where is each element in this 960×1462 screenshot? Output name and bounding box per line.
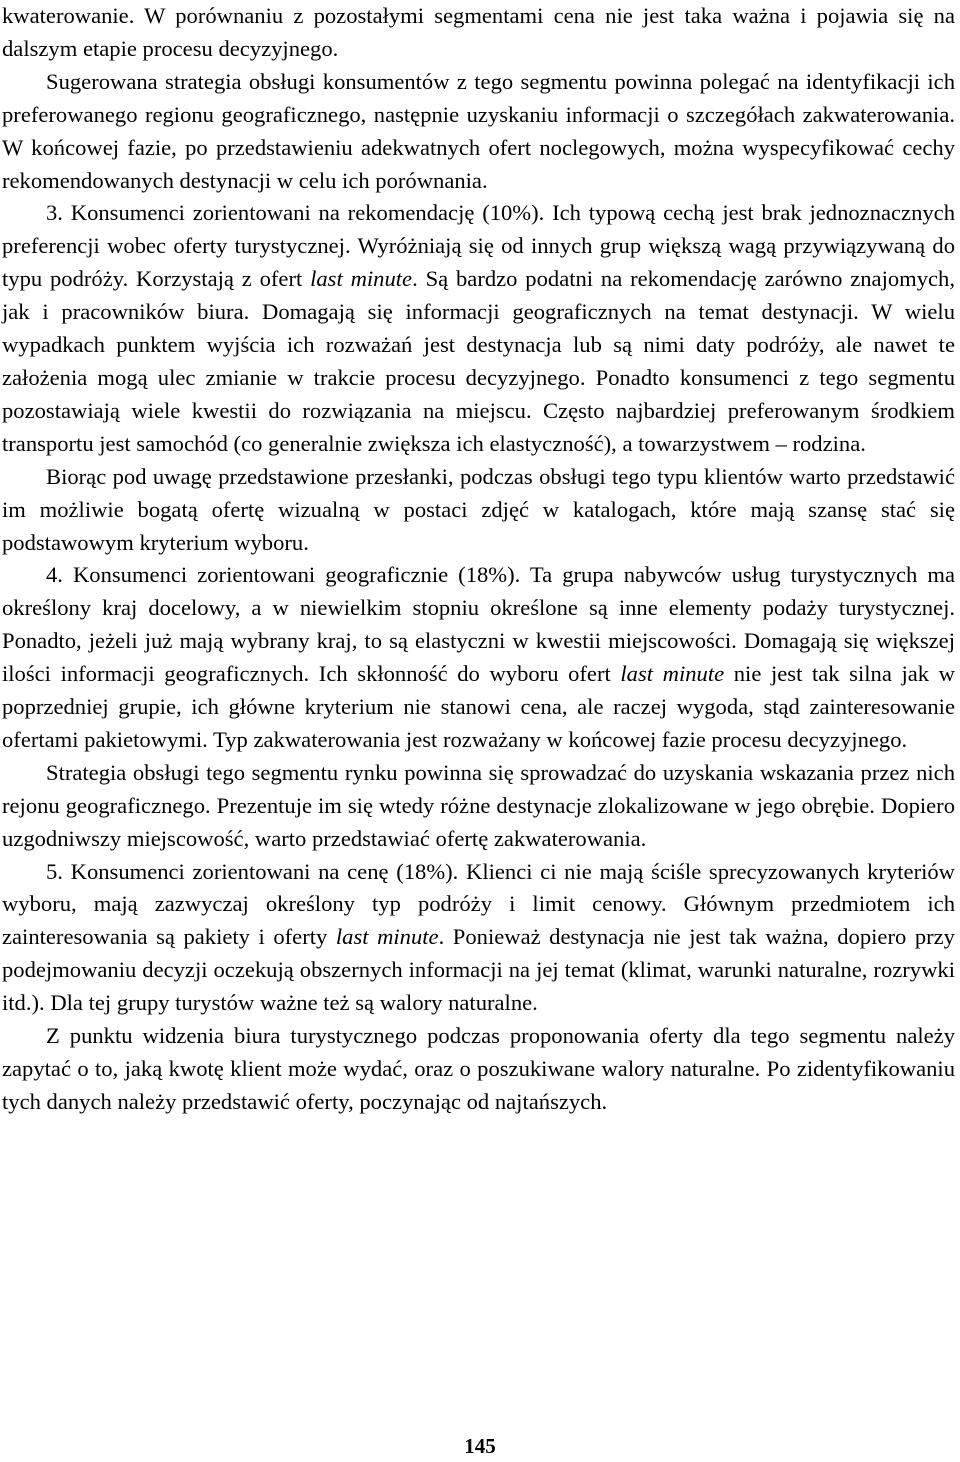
document-body [2,0,955,1119]
page-number: 145 [464,1434,496,1458]
paragraph [2,856,955,1021]
paragraph [2,559,955,756]
paragraph [2,1020,955,1119]
paragraph [2,461,955,560]
text-run: Biorąc pod uwagę przedstawione przesłanki, podczas obsługi tego typu klientów warto przedstawić im możliwie bogatą ofertę wizualną w postaci zdjęć w katalogach, które mają szansę stać się podstawowym kryterium wyboru. [2,463,955,555]
italic-text: last minute [335,924,439,950]
italic-text: last minute [620,661,725,687]
paragraph [2,0,955,66]
text-run: Strategia obsługi tego segmentu rynku powinna się sprowadzać do uzyskania wskazania przez nich rejonu geograficznego. Prezentuje im się wtedy różne destynacje zlokalizowane w jego obrębie. Dopiero uzgodniwszy miejscowość, warto przedstawiać ofertę zakwaterowania. [2,759,955,851]
text-run: . Są bardzo podatni na rekomendację zarówno znajomych, jak i pracowników biura. Domagają się informacji geograficznych na temat destynacji. W wielu wypadkach punktem wyjścia ich rozważań jest destynacja lub są nimi daty podróży, ale nawet te założenia mogą ulec zmianie w trakcie procesu decyzyjnego. Ponadto konsumenci z tego segmentu pozostawiają wiele kwestii do rozwiązania na miejscu. Często najbardziej preferowanym środkiem transportu jest samochód (co generalnie zwiększa ich elastyczność), a towarzystwem – rodzina. [2,266,955,456]
text-run: Z punktu widzenia biura turystycznego podczas proponowania oferty dla tego segmentu należy zapytać o to, jaką kwotę klient może wydać, oraz o poszukiwane walory naturalne. Po zidentyfikowaniu tych danych należy przedstawić oferty, poczynając od najtańszych. [2,1023,955,1114]
text-run: 4. Konsumenci zorientowani geograficznie (18%). Ta grupa nabywców usług turystycznych ma określony kraj docelowy, a w niewielkim stopniu określone są inne elementy podaży turystycznej. Ponadto, jeżeli już mają wybrany kraj, to są elastyczni w kwestii miejscowości. Domagają się większej ilości informacji geograficznych. Ich skłonność do wyboru ofert [2,562,955,687]
paragraph [2,757,955,856]
text-run: . Ponieważ destynacja nie jest tak ważna, dopiero przy podejmowaniu decyzji oczekują obszernych informacji na jej temat (klimat, warunki naturalne, rozrywki itd.). Dla tej grupy turystów ważne też są walory naturalne. [2,924,955,1016]
text-run: 5. Konsumenci zorientowani na cenę (18%). Klienci ci nie mają ściśle sprecyzowanych kryteriów wyboru, mają zazwyczaj określony typ podróży i limit cenowy. Głównym przedmiotem ich zainteresowania są pakiety i oferty [2,858,955,950]
text-run: Sugerowana strategia obsługi konsumentów z tego segmentu powinna polegać na identyfikacji ich preferowanego regionu geograficznego, następnie uzyskaniu informacji o szczegółach zakwaterowania. W końcowej fazie, po przedstawieniu adekwatnych ofert noclegowych, można wyspecyfikować cechy rekomendowanych destynacji w celu ich porównania. [2,68,955,193]
text-run: nie jest tak silna jak w poprzedniej grupie, ich główne kryterium nie stanowi cena, ale raczej wygoda, stąd zainteresowanie ofertami pakietowymi. Typ zakwaterowania jest rozważany w końcowej fazie procesu decyzyjnego. [2,661,956,752]
italic-text: last minute [310,266,413,292]
paragraph [2,197,955,460]
text-run: kwaterowanie. W porównaniu z pozostałymi segmentami cena nie jest taka ważna i pojawia się na dalszym etapie procesu decyzyjnego. [2,3,955,61]
paragraph [2,66,955,198]
text-run: 3. Konsumenci zorientowani na rekomendację (10%). Ich typową cechą jest brak jednoznacznych preferencji wobec oferty turystycznej. Wyróżniają się od innych grup większą wagą przywiązywaną do typu podróży. Korzystają z ofert [2,200,955,292]
